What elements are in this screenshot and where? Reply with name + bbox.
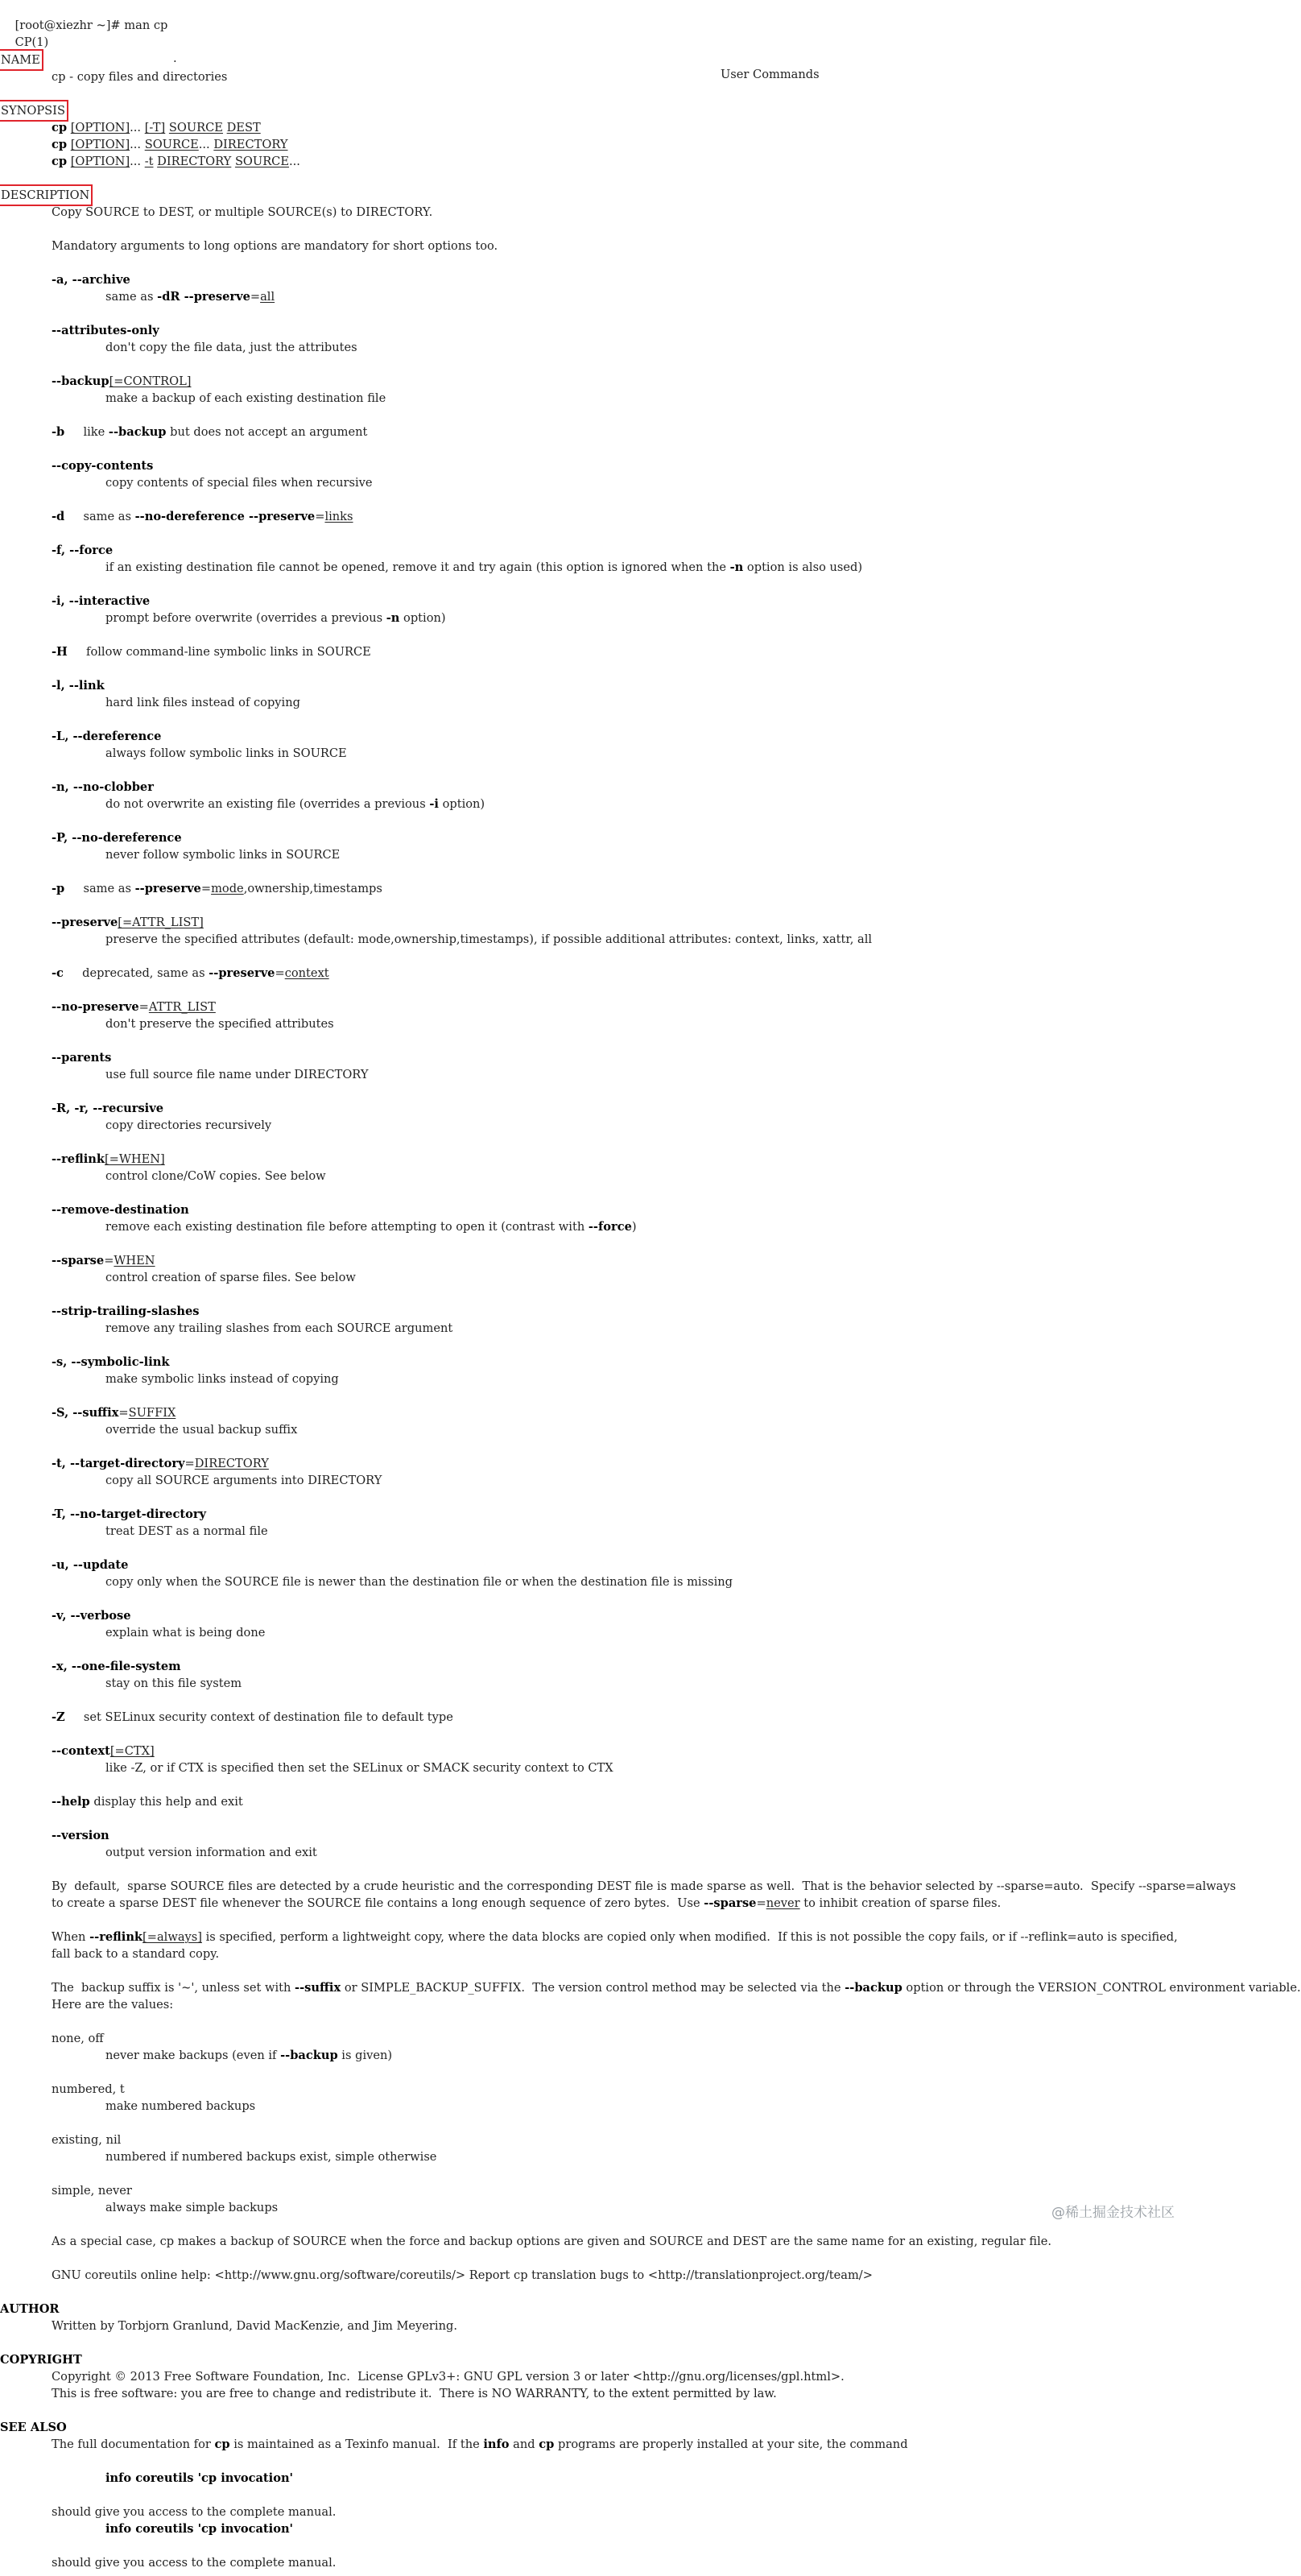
man-text-line — [105, 1625, 265, 1642]
plain-text: should give you access to the complete manual. — [52, 2556, 337, 2570]
man-text-line — [52, 323, 159, 340]
plain-text: follow command-line symbolic links in SOURCE — [67, 645, 371, 659]
bold-text: --no-dereference --preserve — [134, 510, 316, 523]
bold-text: cp — [52, 121, 68, 134]
plain-text: is given) — [337, 2049, 393, 2062]
bold-text: --reflink — [89, 1930, 143, 1944]
underlined-text: SOURCE — [168, 121, 223, 134]
man-text-line — [105, 1168, 326, 1185]
bold-text: --context — [52, 1744, 110, 1758]
man-text-line — [105, 1473, 382, 1490]
plain-text: always follow symbolic links in SOURCE — [105, 746, 347, 760]
man-text-line — [105, 1760, 613, 1777]
plain-text: This is free software: you are free to change and redistribute it. There is NO WARRANTY, to the extent permitted by law. — [52, 2387, 777, 2400]
plain-text: stay on this file system — [105, 1677, 242, 1690]
plain-text: Written by Torbjorn Granlund, David MacKenzie, and Jim Meyering. — [52, 2319, 457, 2333]
plain-text: Mandatory arguments to long options are mandatory for short options too. — [52, 239, 498, 253]
plain-text: Here are the values: — [52, 1998, 174, 2012]
man-text-line — [52, 999, 216, 1016]
plain-text: ... — [130, 138, 145, 151]
plain-text: remove each existing destination file before attempting to open it (contrast with — [105, 1220, 589, 1234]
plain-text: Copyright © 2013 Free Software Foundation, Inc. License GPLv3+: GNU GPL version 3 or later <http://gnu.org/licenses/gpl.html>. — [52, 2370, 845, 2384]
man-text-line — [105, 932, 872, 949]
plain-text: control clone/CoW copies. See below — [105, 1169, 326, 1183]
man-section-title: User Commands — [721, 68, 820, 81]
man-text-line — [52, 1879, 1236, 1896]
plain-text: ... — [198, 138, 214, 151]
man-text-line — [105, 1270, 356, 1287]
bold-text: -f, --force — [52, 544, 114, 557]
plain-text: = — [275, 966, 285, 980]
bold-text: -n, --no-clobber — [52, 780, 154, 794]
bold-text: -P, --no-dereference — [52, 831, 182, 845]
man-text-line — [105, 1219, 637, 1236]
plain-text: = — [315, 510, 325, 523]
bold-text: info coreutils 'cp invocation' — [105, 2522, 294, 2536]
highlighted-section-label: NAME — [0, 51, 42, 69]
plain-text: The backup suffix is '~', unless set with — [52, 1981, 295, 1995]
man-text-line — [52, 1997, 173, 2014]
plain-text: = — [138, 1000, 149, 1014]
bold-text: -S, --suffix — [52, 1406, 119, 1420]
plain-text: don't preserve the specified attributes — [105, 1017, 334, 1031]
bold-text: --version — [52, 1829, 109, 1842]
man-text-line — [105, 847, 340, 864]
man-text-line — [105, 1118, 271, 1135]
plain-text: When — [52, 1930, 90, 1944]
man-text-line — [52, 678, 105, 695]
underlined-text: [=WHEN] — [104, 1152, 165, 1166]
man-text-line — [105, 2471, 293, 2487]
bold-text: cp — [214, 2437, 230, 2451]
underlined-text: [=always] — [142, 1930, 202, 1944]
section-heading-author — [0, 2301, 60, 2318]
bold-text: --backup — [845, 1981, 902, 1995]
man-text-line — [52, 1896, 1001, 1912]
plain-text: always make simple backups — [105, 2201, 279, 2214]
plain-text: The full documentation for — [52, 2437, 215, 2451]
man-text-line — [52, 2504, 336, 2521]
plain-text: to inhibit creation of sparse files. — [799, 1896, 1002, 1910]
underlined-text: DIRECTORY — [194, 1457, 269, 1470]
plain-text: prompt before overwrite (overrides a previous — [105, 611, 386, 625]
man-text-line — [105, 1067, 368, 1084]
plain-text: deprecated, same as — [63, 966, 209, 980]
bold-text: -L, --dereference — [52, 730, 162, 743]
bold-text: -Z — [52, 1710, 65, 1724]
man-text-line — [52, 644, 371, 661]
man-text-line — [52, 965, 329, 982]
section-heading-name — [0, 52, 42, 69]
plain-text: make numbered backups — [105, 2099, 256, 2113]
plain-text: = — [184, 1457, 195, 1470]
plain-text: numbered if numbered backups exist, simple otherwise — [105, 2150, 437, 2164]
underlined-text: never — [766, 1896, 800, 1910]
bold-text: -a, --archive — [52, 273, 130, 287]
man-text-line — [52, 2183, 132, 2200]
underlined-text: SUFFIX — [128, 1406, 176, 1420]
man-text-line — [105, 746, 347, 763]
plain-text: ,ownership,timestamps — [243, 882, 382, 895]
plain-text: = — [200, 882, 212, 895]
bold-text: --suffix — [295, 1981, 341, 1995]
man-text-line — [105, 1524, 268, 1540]
man-text-line — [105, 289, 275, 306]
underlined-text: all — [260, 290, 275, 304]
man-text-line — [105, 610, 446, 627]
plain-text: like — [64, 425, 109, 439]
underlined-text: SOURCE — [144, 138, 199, 151]
man-text-line — [52, 1557, 128, 1574]
plain-text: set SELinux security context of destination file to default type — [64, 1710, 453, 1724]
man-text-line — [52, 593, 150, 610]
plain-text: preserve the specified attributes (default: mode,ownership,timestamps), if possible additional attributes: context, links, xattr, all — [105, 932, 873, 946]
bold-text: --help — [52, 1795, 90, 1809]
man-page-id: CP(1) — [14, 35, 49, 49]
man-text-line — [52, 2082, 125, 2098]
man-text-line — [52, 272, 130, 289]
man-text-line — [105, 391, 386, 407]
bold-text: -t, --target-directory — [52, 1457, 185, 1470]
man-text-line — [52, 1354, 169, 1371]
bold-text: --strip-trailing-slashes — [52, 1305, 200, 1318]
man-text-line — [52, 1405, 176, 1422]
man-text-line — [105, 2521, 293, 2538]
bold-text: -v, --verbose — [52, 1609, 131, 1623]
man-text-line — [52, 2132, 121, 2149]
underlined-text: DEST — [226, 121, 261, 134]
man-text-line — [52, 458, 153, 475]
plain-text: make a backup of each existing destination file — [105, 391, 386, 405]
plain-text: copy all SOURCE arguments into DIRECTORY — [105, 1474, 382, 1487]
man-text-line — [52, 205, 432, 221]
man-text-line — [52, 1980, 1301, 1997]
plain-text: make symbolic links instead of copying — [105, 1372, 339, 1386]
man-text-line — [52, 1456, 269, 1473]
plain-text: existing, nil — [52, 2133, 122, 2147]
plain-text: and — [509, 2437, 539, 2451]
highlighted-section-label: SYNOPSIS — [0, 101, 67, 120]
plain-text: if an existing destination file cannot be opened, remove it and try again (this option is ignored when the — [105, 560, 730, 574]
bold-text: -l, --link — [52, 679, 105, 693]
bold-text: -i, --interactive — [52, 594, 151, 608]
man-text-line — [52, 1743, 155, 1760]
bold-text: --copy-contents — [52, 459, 154, 473]
bold-text: info — [483, 2437, 510, 2451]
plain-text: same as — [64, 882, 135, 895]
man-text-line — [52, 374, 192, 391]
highlighted-section-label: DESCRIPTION — [0, 186, 91, 205]
plain-text: programs are properly installed at your site, the command — [554, 2437, 908, 2451]
plain-text: option) — [399, 611, 446, 625]
plain-text: cp - copy files and directories — [52, 70, 228, 84]
underlined-text: [OPTION] — [70, 155, 130, 168]
bold-text: -x, --one-file-system — [52, 1660, 181, 1673]
plain-text: By default, sparse SOURCE files are detected by a crude heuristic and the corresponding DEST file is made sparse as well. That is the behavior selected by --sparse=auto. Specify --sparse=always — [52, 1879, 1237, 1893]
man-text-line — [52, 1202, 189, 1219]
bold-text: COPYRIGHT — [0, 2353, 82, 2367]
plain-text: = — [250, 290, 261, 304]
plain-text: same as — [105, 290, 158, 304]
underlined-text: links — [324, 510, 353, 523]
man-text-line — [52, 1050, 111, 1067]
bold-text: AUTHOR — [0, 2302, 60, 2316]
man-text-line — [52, 915, 204, 932]
man-text-line — [105, 1574, 733, 1591]
man-text-line — [52, 1929, 1178, 1946]
plain-text: should give you access to the complete manual. — [52, 2505, 337, 2519]
man-text-line — [52, 1304, 200, 1321]
man-text-line — [52, 1710, 453, 1726]
man-text-line — [52, 830, 182, 847]
underlined-text: [=CTX] — [109, 1744, 155, 1758]
shell-prompt-line — [0, 2, 168, 32]
plain-text: like -Z, or if CTX is specified then set the SELinux or SMACK security context to CTX — [105, 1761, 613, 1775]
man-text-line — [52, 2386, 777, 2403]
man-text-line — [105, 1845, 317, 1862]
man-text-line — [105, 695, 300, 712]
man-text-line — [52, 2031, 104, 2048]
plain-text: but does not accept an argument — [166, 425, 368, 439]
plain-text: to create a sparse DEST file whenever the SOURCE file contains a long enough sequence of zero bytes. Use — [52, 1896, 704, 1910]
man-text-line — [105, 1371, 339, 1388]
bold-text: --sparse — [52, 1254, 105, 1267]
plain-text: is specified, perform a lightweight copy, where the data blocks are copied only when modified. If this is not possible the copy fails, or if --reflink=auto is specified, — [201, 1930, 1178, 1944]
bold-text: --preserve — [52, 916, 118, 929]
bold-text: --backup — [280, 2049, 338, 2062]
bold-text: -c — [52, 966, 64, 980]
man-text-line — [52, 1828, 109, 1845]
bold-text: --parents — [52, 1051, 112, 1065]
plain-text: override the usual backup suffix — [105, 1423, 298, 1437]
underlined-text: [OPTION] — [70, 121, 130, 134]
man-text-line — [52, 1794, 243, 1811]
plain-text: copy only when the SOURCE file is newer than the destination file or when the destination file is missing — [105, 1575, 733, 1589]
bold-text: --preserve — [209, 966, 275, 980]
underlined-text: ATTR_LIST — [148, 1000, 216, 1014]
bold-text: SEE ALSO — [0, 2421, 67, 2434]
plain-text: same as — [64, 510, 135, 523]
plain-text: ... — [130, 121, 145, 134]
plain-text: hard link files instead of copying — [105, 696, 300, 709]
underlined-text: DIRECTORY — [213, 138, 288, 151]
bold-text: --sparse — [704, 1896, 757, 1910]
bold-text: -s, --symbolic-link — [52, 1355, 170, 1369]
bold-text: --no-preserve — [52, 1000, 139, 1014]
plain-text: ... — [289, 155, 300, 168]
man-text-line — [105, 2149, 436, 2166]
underlined-text: DIRECTORY — [157, 155, 232, 168]
man-text-line — [52, 2318, 457, 2335]
bold-text: -T, --no-target-directory — [52, 1507, 206, 1521]
plain-text: simple, never — [52, 2184, 132, 2198]
bold-text: -u, --update — [52, 1558, 129, 1572]
section-heading-synopsis — [0, 103, 67, 120]
plain-text: output version information and exit — [105, 1846, 317, 1859]
man-text-line — [52, 120, 261, 137]
plain-text: don't copy the file data, just the attributes — [105, 341, 357, 354]
bold-text: --reflink — [52, 1152, 105, 1166]
bold-text: cp — [539, 2437, 555, 2451]
man-text-line — [105, 2098, 255, 2115]
bold-text: -i — [429, 797, 439, 811]
section-heading-see-also — [0, 2420, 67, 2437]
bold-text: --attributes-only — [52, 324, 159, 337]
man-text-line — [105, 560, 862, 577]
bold-text: -n — [386, 611, 400, 625]
plain-text: ... — [130, 155, 145, 168]
underlined-text: -t — [144, 155, 154, 168]
plain-text: option or through the VERSION_CONTROL environment variable. — [902, 1981, 1301, 1995]
plain-text: copy directories recursively — [105, 1118, 272, 1132]
man-text-line — [52, 137, 288, 154]
plain-text: display this help and exit — [89, 1795, 243, 1809]
bold-text: --backup — [52, 374, 109, 388]
man-text-line — [52, 154, 300, 171]
man-text-line — [52, 1253, 155, 1270]
underlined-text: mode — [211, 882, 244, 895]
bold-text: --preserve — [134, 882, 201, 895]
underlined-text: context — [284, 966, 329, 980]
plain-text: = — [756, 1896, 766, 1910]
bold-text: info coreutils 'cp invocation' — [105, 2471, 294, 2485]
bold-text: --remove-destination — [52, 1203, 189, 1217]
man-text-line — [52, 238, 498, 255]
bold-text: cp — [52, 155, 68, 168]
man-text-line — [105, 475, 373, 492]
man-text-line — [52, 1152, 165, 1168]
plain-text: never make backups (even if — [105, 2049, 281, 2062]
man-text-line — [52, 1659, 181, 1676]
bold-text: -H — [52, 645, 68, 659]
underlined-text: WHEN — [114, 1254, 155, 1267]
plain-text: copy contents of special files when recursive — [105, 476, 373, 490]
bold-text: -p — [52, 882, 65, 895]
plain-text: explain what is being done — [105, 1626, 266, 1639]
man-text-line — [52, 2437, 908, 2454]
man-text-line — [52, 424, 367, 441]
plain-text: = — [104, 1254, 114, 1267]
section-heading-description — [0, 188, 91, 205]
plain-text: or SIMPLE_BACKUP_SUFFIX. The version control method may be selected via the — [341, 1981, 845, 1995]
plain-text: remove any trailing slashes from each SOURCE argument — [105, 1321, 453, 1335]
watermark-text: @稀土掘金技术社区 — [1051, 2205, 1175, 2221]
man-text-line — [105, 1321, 452, 1338]
bold-text: -R, -r, --recursive — [52, 1102, 163, 1115]
bold-text: -d — [52, 510, 65, 523]
bold-text: cp — [52, 138, 68, 151]
bold-text: -b — [52, 425, 65, 439]
plain-text: numbered, t — [52, 2082, 125, 2096]
man-text-line — [52, 2555, 336, 2572]
section-heading-copyright — [0, 2352, 82, 2369]
man-text-line — [52, 2268, 873, 2284]
plain-text: treat DEST as a normal file — [105, 1524, 268, 1538]
bold-text: -dR --preserve — [157, 290, 250, 304]
man-text-line — [52, 543, 113, 560]
plain-text: use full source file name under DIRECTORY — [105, 1068, 369, 1081]
man-text-line — [52, 1608, 131, 1625]
plain-text: fall back to a standard copy. — [52, 1947, 220, 1961]
underlined-text: [-T] — [144, 121, 166, 134]
plain-text: none, off — [52, 2032, 104, 2045]
bold-text: -n — [729, 560, 744, 574]
plain-text: GNU coreutils online help: <http://www.gnu.org/software/coreutils/> Report cp translation bugs to <http://translationproject.org/team/> — [52, 2268, 873, 2282]
man-text-line — [52, 1507, 206, 1524]
plain-text: ) — [631, 1220, 637, 1234]
man-text-line — [105, 1422, 297, 1439]
man-text-line — [52, 69, 227, 86]
man-text-line — [105, 340, 357, 357]
underlined-text: [=ATTR_LIST] — [118, 916, 204, 929]
man-text-line — [105, 796, 485, 813]
shell-prompt: [root@xiezhr ~]# man cp — [14, 19, 168, 32]
man-text-line — [105, 1016, 334, 1033]
bold-text: --backup — [108, 425, 167, 439]
plain-text: never follow symbolic links in SOURCE — [105, 848, 341, 862]
man-text-line — [52, 509, 353, 526]
man-text-line — [105, 2048, 392, 2065]
man-text-line — [52, 1946, 219, 1963]
plain-text: = — [118, 1406, 129, 1420]
plain-text: As a special case, cp makes a backup of SOURCE when the force and backup options are given and SOURCE and DEST are the same name for an existing, regular file. — [52, 2235, 1052, 2248]
man-text-line — [52, 2369, 845, 2386]
man-text-line — [52, 779, 154, 796]
bold-text: --force — [588, 1220, 632, 1234]
underlined-text: [=CONTROL] — [109, 374, 192, 388]
man-text-line — [105, 2200, 278, 2217]
plain-text: option) — [438, 797, 485, 811]
underlined-text: [OPTION] — [70, 138, 130, 151]
man-text-line — [52, 2234, 1051, 2251]
plain-text: is maintained as a Texinfo manual. If the — [229, 2437, 484, 2451]
header-dot: . — [173, 52, 177, 65]
plain-text: do not overwrite an existing file (overrides a previous — [105, 797, 430, 811]
underlined-text: SOURCE — [234, 155, 290, 168]
man-text-line — [52, 1101, 163, 1118]
plain-text: Copy SOURCE to DEST, or multiple SOURCE(s) to DIRECTORY. — [52, 205, 433, 219]
plain-text: control creation of sparse files. See below — [105, 1271, 356, 1284]
man-text-line — [52, 729, 161, 746]
plain-text: option is also used) — [743, 560, 863, 574]
man-text-line — [105, 1676, 242, 1693]
man-text-line — [52, 881, 382, 898]
